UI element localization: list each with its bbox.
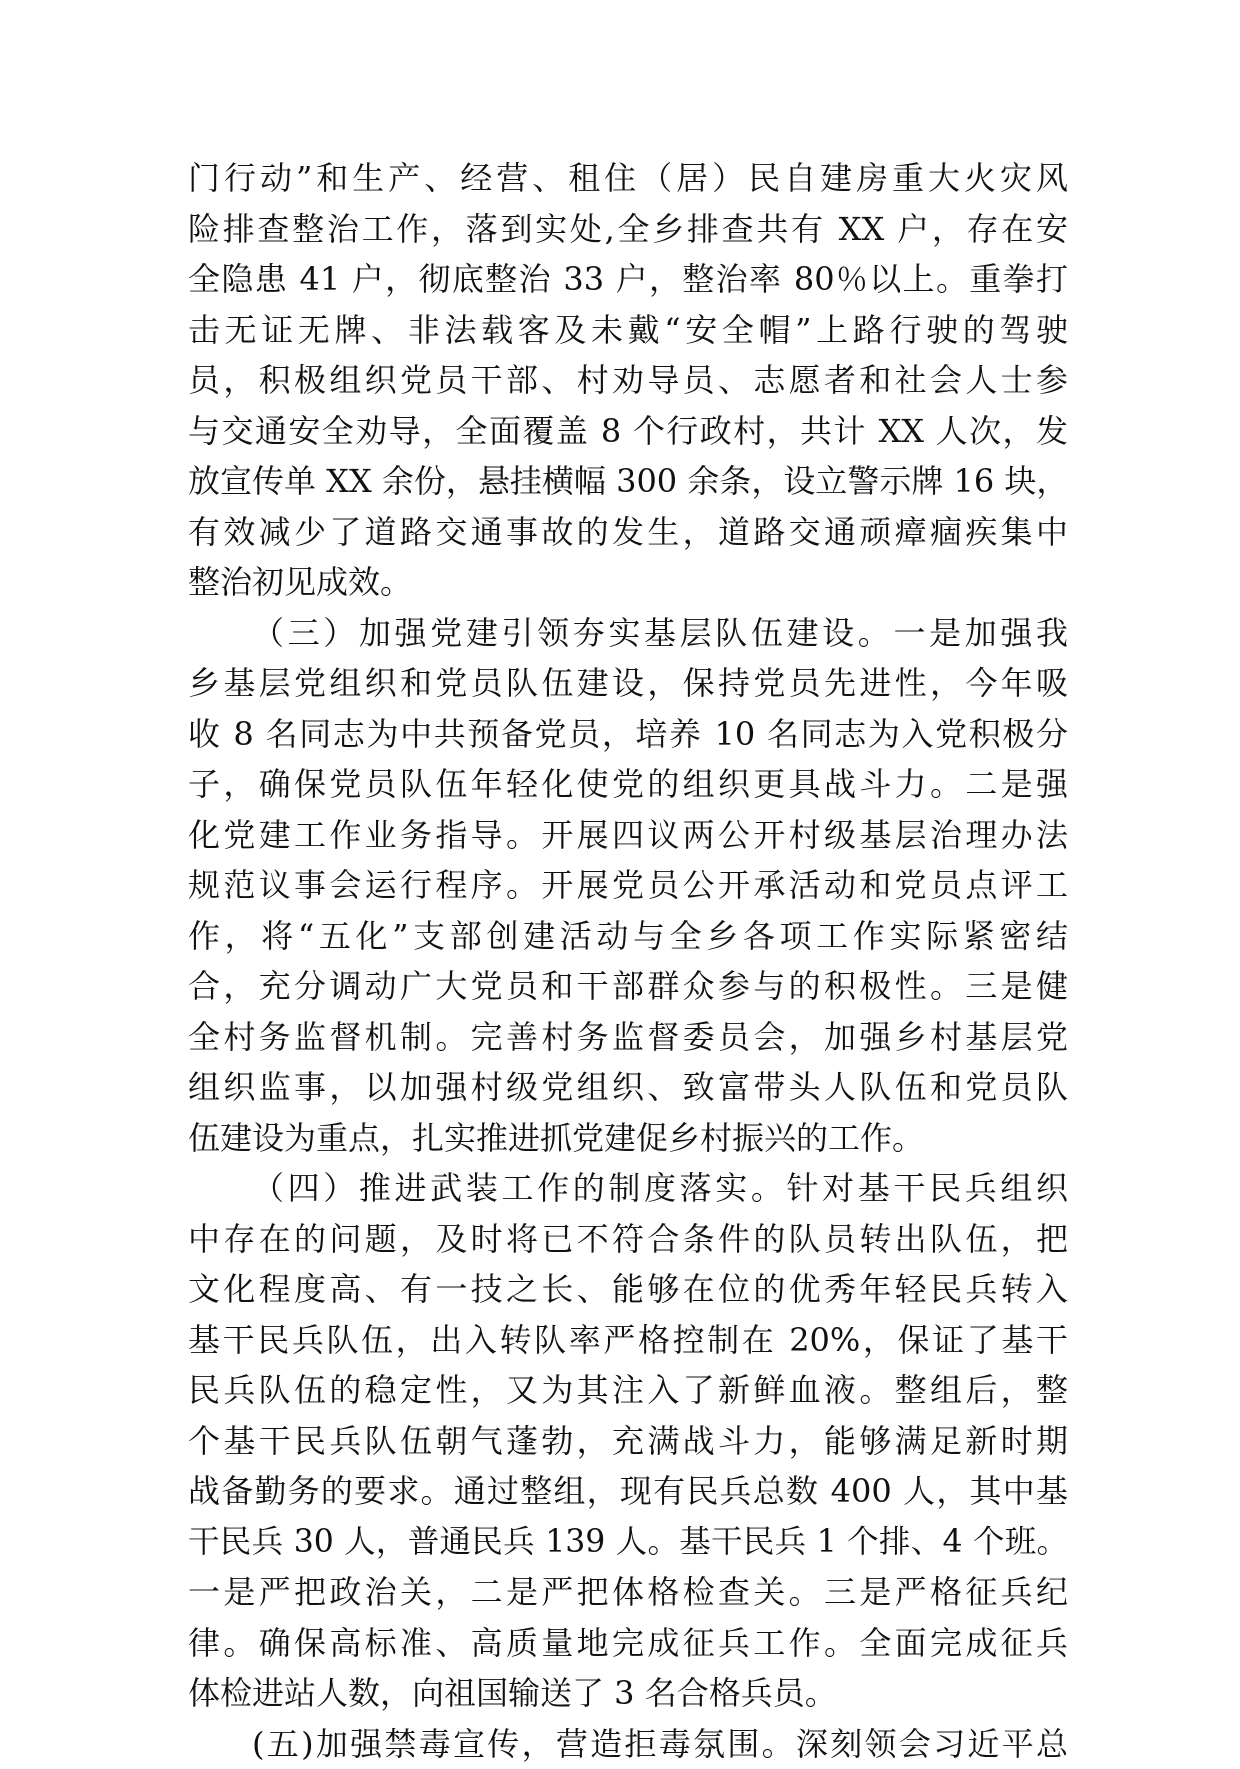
- text-line: 门行动”和生产、经营、租住（居）民自建房重大火灾风: [188, 153, 1068, 204]
- text-line: 一是严把政治关，二是严把体格检查关。三是严格征兵纪: [188, 1567, 1068, 1618]
- text-line: 员，积极组织党员干部、村劝导员、志愿者和社会人士参: [188, 355, 1068, 406]
- text-line: 作，将“五化”支部创建活动与全乡各项工作实际紧密结: [188, 911, 1068, 962]
- text-line: 乡基层党组织和党员队伍建设，保持党员先进性，今年吸: [188, 658, 1068, 709]
- text-line: 伍建设为重点，扎实推进抓党建促乡村振兴的工作。: [188, 1113, 1068, 1164]
- text-line: 击无证无牌、非法载客及未戴“安全帽”上路行驶的驾驶: [188, 305, 1068, 356]
- text-line: 与交通安全劝导，全面覆盖 8 个行政村，共计 XX 人次，发: [188, 406, 1068, 457]
- text-line: 放宣传单 XX 余份，悬挂横幅 300 余条，设立警示牌 16 块，: [188, 456, 1068, 507]
- text-line: 收 8 名同志为中共预备党员，培养 10 名同志为入党积极分: [188, 709, 1068, 760]
- text-line: 个基干民兵队伍朝气蓬勃，充满战斗力，能够满足新时期: [188, 1416, 1068, 1467]
- text-line: 有效减少了道路交通事故的发生，道路交通顽瘴痼疾集中: [188, 507, 1068, 558]
- text-line: 基干民兵队伍，出入转队率严格控制在 20%，保证了基干: [188, 1315, 1068, 1366]
- text-line: 险排查整治工作，落到实处,全乡排查共有 XX 户，存在安: [188, 204, 1068, 255]
- body-text: [188, 153, 1068, 1769]
- text-line: 民兵队伍的稳定性，又为其注入了新鲜血液。整组后，整: [188, 1365, 1068, 1416]
- text-line: 律。确保高标准、高质量地完成征兵工作。全面完成征兵: [188, 1618, 1068, 1669]
- text-line: 中存在的问题，及时将已不符合条件的队员转出队伍，把: [188, 1214, 1068, 1265]
- text-line: 合，充分调动广大党员和干部群众参与的积极性。三是健: [188, 961, 1068, 1012]
- text-line: 文化程度高、有一技之长、能够在位的优秀年轻民兵转入: [188, 1264, 1068, 1315]
- text-line: 干民兵 30 人，普通民兵 139 人。基干民兵 1 个排、4 个班。: [188, 1517, 1068, 1568]
- text-line: 体检进站人数，向祖国输送了 3 名合格兵员。: [188, 1668, 1068, 1719]
- text-line: 子，确保党员队伍年轻化使党的组织更具战斗力。二是强: [188, 759, 1068, 810]
- paragraph-first-line: （三）加强党建引领夯实基层队伍建设。一是加强我: [188, 608, 1068, 659]
- text-line: 整治初见成效。: [188, 557, 1068, 608]
- paragraph-first-line: （四）推进武装工作的制度落实。针对基干民兵组织: [188, 1163, 1068, 1214]
- text-line: 战备勤务的要求。通过整组，现有民兵总数 400 人，其中基: [188, 1466, 1068, 1517]
- text-line: 规范议事会运行程序。开展党员公开承活动和党员点评工: [188, 860, 1068, 911]
- text-line: 全村务监督机制。完善村务监督委员会，加强乡村基层党: [188, 1012, 1068, 1063]
- text-line: 全隐患 41 户，彻底整治 33 户，整治率 80％以上。重拳打: [188, 254, 1068, 305]
- paragraph-first-line: (五)加强禁毒宣传，营造拒毒氛围。深刻领会习近平总: [188, 1719, 1068, 1769]
- text-line: 组织监事，以加强村级党组织、致富带头人队伍和党员队: [188, 1062, 1068, 1113]
- text-line: 化党建工作业务指导。开展四议两公开村级基层治理办法: [188, 810, 1068, 861]
